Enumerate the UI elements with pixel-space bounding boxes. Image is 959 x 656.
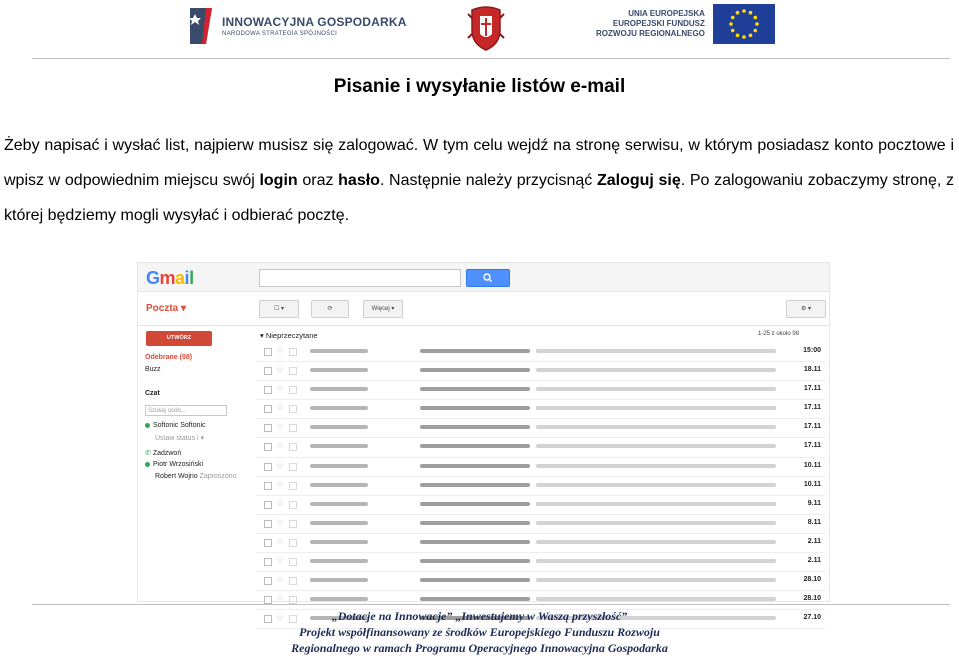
table-row[interactable]	[256, 381, 825, 400]
search-icon	[467, 270, 509, 286]
row-date: 17.11	[803, 423, 821, 431]
row-subject	[420, 387, 530, 391]
row-date: 27.10	[803, 614, 821, 622]
row-sender	[310, 349, 368, 353]
para-bold-haslo: hasło	[338, 172, 380, 189]
star-icon[interactable]: ☆	[276, 535, 285, 546]
row-subject	[420, 540, 530, 544]
table-row[interactable]	[256, 477, 825, 496]
set-status-link[interactable]: Ustaw status i ▾	[155, 435, 205, 442]
row-snippet	[536, 521, 776, 525]
phone-icon: ✆	[145, 450, 153, 457]
row-subject	[420, 521, 530, 525]
important-icon[interactable]	[289, 558, 297, 566]
logo-left-sub: NARODOWA STRATEGIA SPÓJNOŚCI	[222, 31, 338, 37]
chat-search-input[interactable]: Szukaj osób...	[145, 405, 227, 416]
chat-heading: Czat	[145, 390, 160, 397]
important-icon[interactable]	[289, 463, 297, 471]
instruction-paragraph	[4, 128, 954, 233]
contact-robert[interactable]: Robert Wojno Zaproszono	[155, 473, 237, 480]
eu-flag-icon	[713, 4, 775, 44]
row-subject	[420, 406, 530, 410]
row-date: 17.11	[803, 385, 821, 393]
more-button[interactable]: Więcej ▾	[363, 300, 403, 318]
row-sender	[310, 368, 368, 372]
row-subject	[420, 597, 530, 601]
row-snippet	[536, 387, 776, 391]
row-snippet	[536, 559, 776, 563]
important-icon[interactable]	[289, 520, 297, 528]
row-subject	[420, 464, 530, 468]
para-text-2: oraz	[297, 172, 339, 189]
row-checkbox[interactable]	[264, 367, 272, 375]
unread-section-header[interactable]: ▾ Nieprzeczytane	[260, 331, 318, 340]
row-checkbox[interactable]	[264, 463, 272, 471]
gmail-poczta-menu[interactable]: Poczta ▾	[146, 303, 187, 314]
para-text-4: . Po zalogowaniu zobaczymy stronę, z której będziemy mogli wysyłać i odbierać pocztę.	[4, 172, 955, 224]
row-checkbox[interactable]	[264, 424, 272, 432]
row-date: 2.11	[807, 537, 821, 545]
star-icon[interactable]: ☆	[276, 497, 285, 508]
star-icon[interactable]: ☆	[276, 440, 285, 451]
row-snippet	[536, 406, 776, 410]
star-icon[interactable]: ☆	[276, 555, 285, 566]
table-row[interactable]	[256, 458, 825, 477]
table-row[interactable]	[256, 362, 825, 381]
row-checkbox[interactable]	[264, 482, 272, 490]
row-subject	[420, 368, 530, 372]
row-checkbox[interactable]	[264, 520, 272, 528]
crest-icon	[462, 4, 510, 52]
row-checkbox[interactable]	[264, 577, 272, 585]
row-sender	[310, 578, 368, 582]
eu-line-3: ROZWOJU REGIONALNEGO	[596, 29, 705, 38]
row-snippet	[536, 444, 776, 448]
star-icon[interactable]: ☆	[276, 364, 285, 375]
row-sender	[310, 464, 368, 468]
page-footer	[0, 608, 959, 656]
row-checkbox[interactable]	[264, 558, 272, 566]
star-icon[interactable]: ☆	[276, 593, 285, 604]
row-subject	[420, 502, 530, 506]
star-icon[interactable]: ☆	[276, 421, 285, 432]
innowacyjna-gospodarka-logo	[188, 4, 407, 48]
table-row[interactable]	[256, 534, 825, 553]
important-icon[interactable]	[289, 348, 297, 356]
star-icon[interactable]: ☆	[276, 383, 285, 394]
row-checkbox[interactable]	[264, 539, 272, 547]
table-row[interactable]	[256, 496, 825, 515]
row-subject	[420, 578, 530, 582]
gmail-logo-letter: a	[175, 268, 185, 288]
row-date: 10.11	[803, 480, 821, 488]
important-icon[interactable]	[289, 443, 297, 451]
eu-fund-logo	[596, 4, 775, 44]
para-text-3: . Następnie należy przycisnąć	[379, 172, 597, 189]
message-count: 1-25 z około 98	[758, 331, 800, 337]
eu-line-2: EUROPEJSKI FUNDUSZ	[612, 19, 705, 28]
important-icon[interactable]	[289, 482, 297, 490]
row-snippet	[536, 502, 776, 506]
gmail-toolbar-divider	[138, 325, 829, 326]
gmail-logo-letter: G	[146, 268, 160, 288]
contact-call[interactable]: ✆ Zadzwoń	[145, 450, 182, 457]
star-icon[interactable]: ☆	[276, 459, 285, 470]
important-icon[interactable]	[289, 424, 297, 432]
row-subject	[420, 444, 530, 448]
important-icon[interactable]	[289, 501, 297, 509]
page-title: Pisanie i wysyłanie listów e-mail	[333, 76, 626, 97]
star-icon[interactable]: ☆	[276, 612, 285, 623]
row-date: 8.11	[807, 518, 821, 526]
star-icon[interactable]: ☆	[276, 574, 285, 585]
row-sender	[310, 540, 368, 544]
row-checkbox[interactable]	[264, 405, 272, 413]
row-sender	[310, 521, 368, 525]
row-snippet	[536, 425, 776, 429]
row-sender	[310, 597, 368, 601]
para-bold-zaloguj: Zaloguj się	[596, 172, 681, 189]
row-checkbox[interactable]	[264, 501, 272, 509]
gear-icon: ⚙ ▾	[800, 306, 812, 312]
sidebar-item-buzz[interactable]: Buzz	[145, 366, 161, 373]
star-icon[interactable]: ☆	[276, 516, 285, 527]
row-subject	[420, 349, 530, 353]
row-subject	[420, 559, 530, 563]
page-header	[0, 0, 959, 58]
refresh-button[interactable]	[311, 300, 349, 318]
gmail-logo-letter: l	[189, 268, 194, 288]
para-text-1: Żeby napisać i wysłać list, najpierw musisz się zalogować. W tym celu wejdź na stronę serwisu, w którym posiadasz konto pocztowe i wpisz w odpowiednim miejscu swój	[4, 137, 954, 189]
row-sender	[310, 483, 368, 487]
row-snippet	[536, 578, 776, 582]
row-snippet	[536, 597, 776, 601]
row-date: 9.11	[807, 499, 821, 507]
row-date: 18.11	[803, 366, 821, 374]
row-snippet	[536, 368, 776, 372]
row-snippet	[536, 349, 776, 353]
status-online-icon	[145, 423, 150, 428]
important-icon[interactable]	[289, 386, 297, 394]
row-snippet	[536, 464, 776, 468]
table-row[interactable]	[256, 400, 825, 419]
important-icon[interactable]	[289, 405, 297, 413]
refresh-icon: ⟳	[327, 306, 333, 312]
gmail-logo-letter: i	[184, 268, 190, 288]
eu-line-1: UNIA EUROPEJSKA	[628, 9, 705, 18]
eu-logo-text	[596, 9, 705, 39]
row-checkbox[interactable]	[264, 386, 272, 394]
row-sender	[310, 425, 368, 429]
logo-left-title: INNOWACYJNA GOSPODARKA	[222, 15, 407, 29]
star-icon[interactable]: ☆	[276, 478, 285, 489]
row-snippet	[536, 540, 776, 544]
row-subject	[420, 483, 530, 487]
row-date: 15:00	[803, 347, 821, 354]
contact-piotr[interactable]: Piotr Wrzosiński	[145, 461, 203, 468]
sidebar-item-inbox[interactable]: Odebrane (98)	[145, 354, 193, 361]
star-icon[interactable]: ☆	[276, 402, 285, 413]
table-row[interactable]	[256, 515, 825, 534]
row-subject	[420, 425, 530, 429]
footer-line-2: Projekt współfinansowany ze środków Europejskiego Funduszu Rozwoju	[299, 625, 660, 639]
para-bold-login: login	[259, 172, 298, 189]
row-sender	[310, 502, 368, 506]
row-sender	[310, 387, 368, 391]
header-divider	[32, 58, 950, 59]
row-date: 2.11	[807, 557, 821, 565]
footer-line-3: Regionalnego w ramach Programu Operacyjnego Innowacyjna Gospodarka	[291, 641, 668, 655]
row-checkbox[interactable]	[264, 443, 272, 451]
row-date: 10.11	[803, 461, 821, 469]
row-date: 17.11	[803, 404, 821, 412]
important-icon[interactable]	[289, 539, 297, 547]
gmail-logo-letter: m	[159, 268, 176, 288]
status-online-icon	[145, 462, 150, 467]
select-all-checkbox[interactable]: ☐ ▾	[259, 300, 299, 318]
row-date: 28.10	[803, 576, 821, 584]
gmail-top-bar	[138, 263, 829, 292]
compose-button[interactable]: UTWÓRZ	[146, 331, 212, 346]
table-row[interactable]	[256, 343, 825, 362]
row-date: 17.11	[803, 442, 821, 450]
table-row[interactable]	[256, 419, 825, 438]
table-row[interactable]	[256, 438, 825, 457]
row-sender	[310, 406, 368, 410]
row-sender	[310, 444, 368, 448]
footer-divider	[32, 604, 950, 605]
star-icon[interactable]: ☆	[276, 345, 285, 355]
important-icon[interactable]	[289, 367, 297, 375]
gmail-search-button[interactable]	[466, 269, 510, 287]
contact-softonic[interactable]: Softonic Softonic	[145, 422, 206, 429]
row-sender	[310, 559, 368, 563]
footer-line-1: „Dotacje na Innowacje” „Inwestujemy w Waszą przyszłość”	[331, 609, 628, 623]
table-row[interactable]	[256, 572, 825, 591]
row-snippet	[536, 483, 776, 487]
table-row[interactable]	[256, 553, 825, 572]
ig-mark-icon	[188, 6, 214, 46]
settings-button[interactable]	[786, 300, 826, 318]
gmail-logo	[146, 268, 194, 289]
gmail-search-input[interactable]	[259, 269, 461, 287]
message-list	[256, 343, 825, 629]
row-checkbox[interactable]	[264, 348, 272, 356]
important-icon[interactable]	[289, 577, 297, 585]
row-date: 28.10	[803, 595, 821, 603]
